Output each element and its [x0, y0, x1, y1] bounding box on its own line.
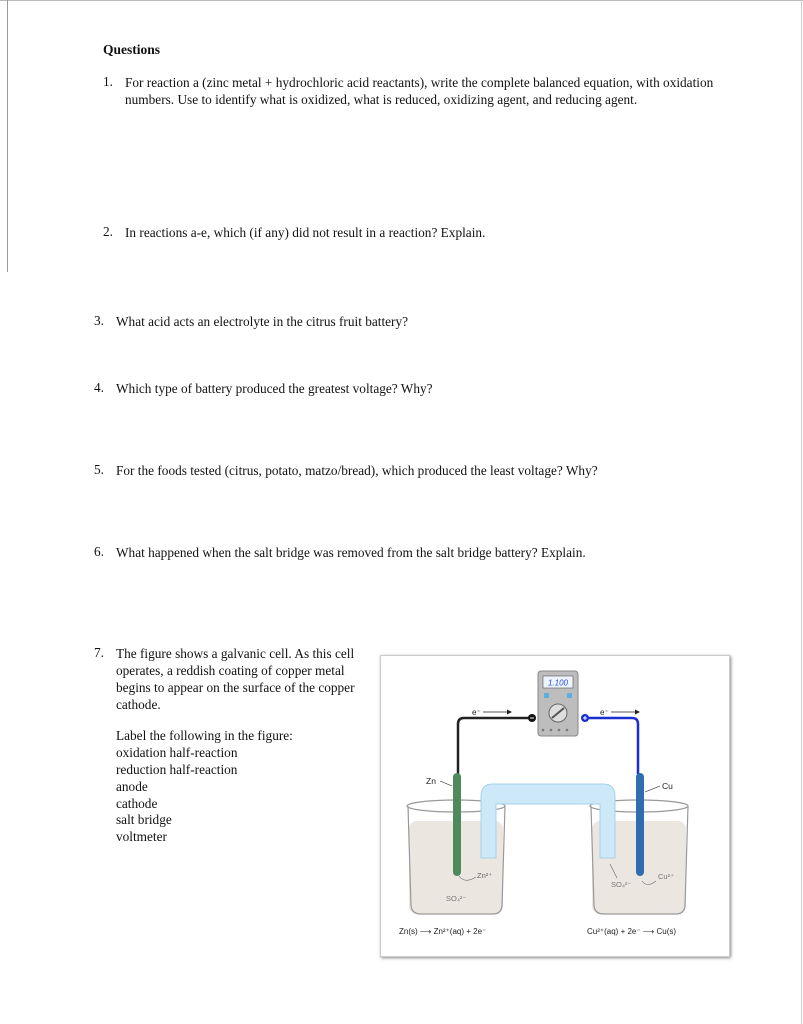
question-number: 3. [94, 313, 104, 328]
voltmeter [538, 671, 578, 736]
sulfate-right-label: SO₄²⁻ [611, 880, 632, 889]
page-edge-top [0, 0, 803, 1]
page-edge-left [7, 0, 8, 272]
zn-label: Zn [426, 776, 436, 786]
galvanic-cell-figure [380, 655, 730, 957]
question-number: 2. [103, 224, 113, 239]
anode-half-reaction: Zn(s) ⟶ Zn²⁺(aq) + 2e⁻ [399, 927, 487, 936]
question-number: 1. [103, 74, 113, 89]
label-item: cathode [116, 796, 158, 811]
left-wire [458, 718, 531, 774]
right-wire [583, 718, 638, 774]
label-intro: Label the following in the figure: [116, 728, 293, 743]
question-6-text: What happened when the salt bridge was removed from the salt bridge battery? Explain. [116, 545, 586, 560]
questions-heading: Questions [103, 42, 161, 57]
electron-label-left: e⁻ [472, 708, 481, 717]
label-item: voltmeter [116, 829, 167, 844]
page-edge-right [801, 0, 802, 1024]
copper-electrode [636, 773, 644, 876]
electron-label-right: e⁻ [600, 708, 609, 717]
question-4-text: Which type of battery produced the greatest voltage? Why? [116, 381, 433, 396]
question-7-text: The figure shows a galvanic cell. As this cell operates, a reddish coating of copper metal begins to appear on the surface of the copper cathode. [116, 646, 355, 712]
cu-ion-label: Cu²⁺ [658, 872, 675, 881]
sulfate-left-label: SO₄²⁻ [446, 894, 467, 903]
question-number: 4. [94, 380, 104, 395]
question-number: 5. [94, 462, 104, 477]
cu-label: Cu [662, 781, 673, 791]
cathode-half-reaction: Cu²⁺(aq) + 2e⁻ ⟶ Cu(s) [587, 927, 677, 936]
question-5-text: For the foods tested (citrus, potato, matzo/bread), which produced the least voltage? Why? [116, 463, 598, 478]
question-2-text: In reactions a-e, which (if any) did not result in a reaction? Explain. [125, 225, 486, 240]
label-item: anode [116, 779, 148, 794]
question-3-text: What acid acts an electrolyte in the citrus fruit battery? [116, 314, 409, 329]
label-item: oxidation half-reaction [116, 745, 238, 760]
label-item: salt bridge [116, 812, 172, 827]
question-number: 7. [94, 645, 104, 660]
zn-ion-label: Zn²⁺ [477, 871, 493, 880]
voltmeter-reading: 1.100 [547, 678, 569, 688]
label-item: reduction half-reaction [116, 762, 238, 777]
zinc-electrode [453, 773, 461, 876]
question-number: 6. [94, 544, 104, 559]
question-1-text: For reaction a (zinc metal + hydrochloric acid reactants), write the complete balanced equation, with oxidation numbers. Use to identify what is oxidized, what is reduced, oxidizing agent, and reducing agent. [125, 75, 714, 107]
